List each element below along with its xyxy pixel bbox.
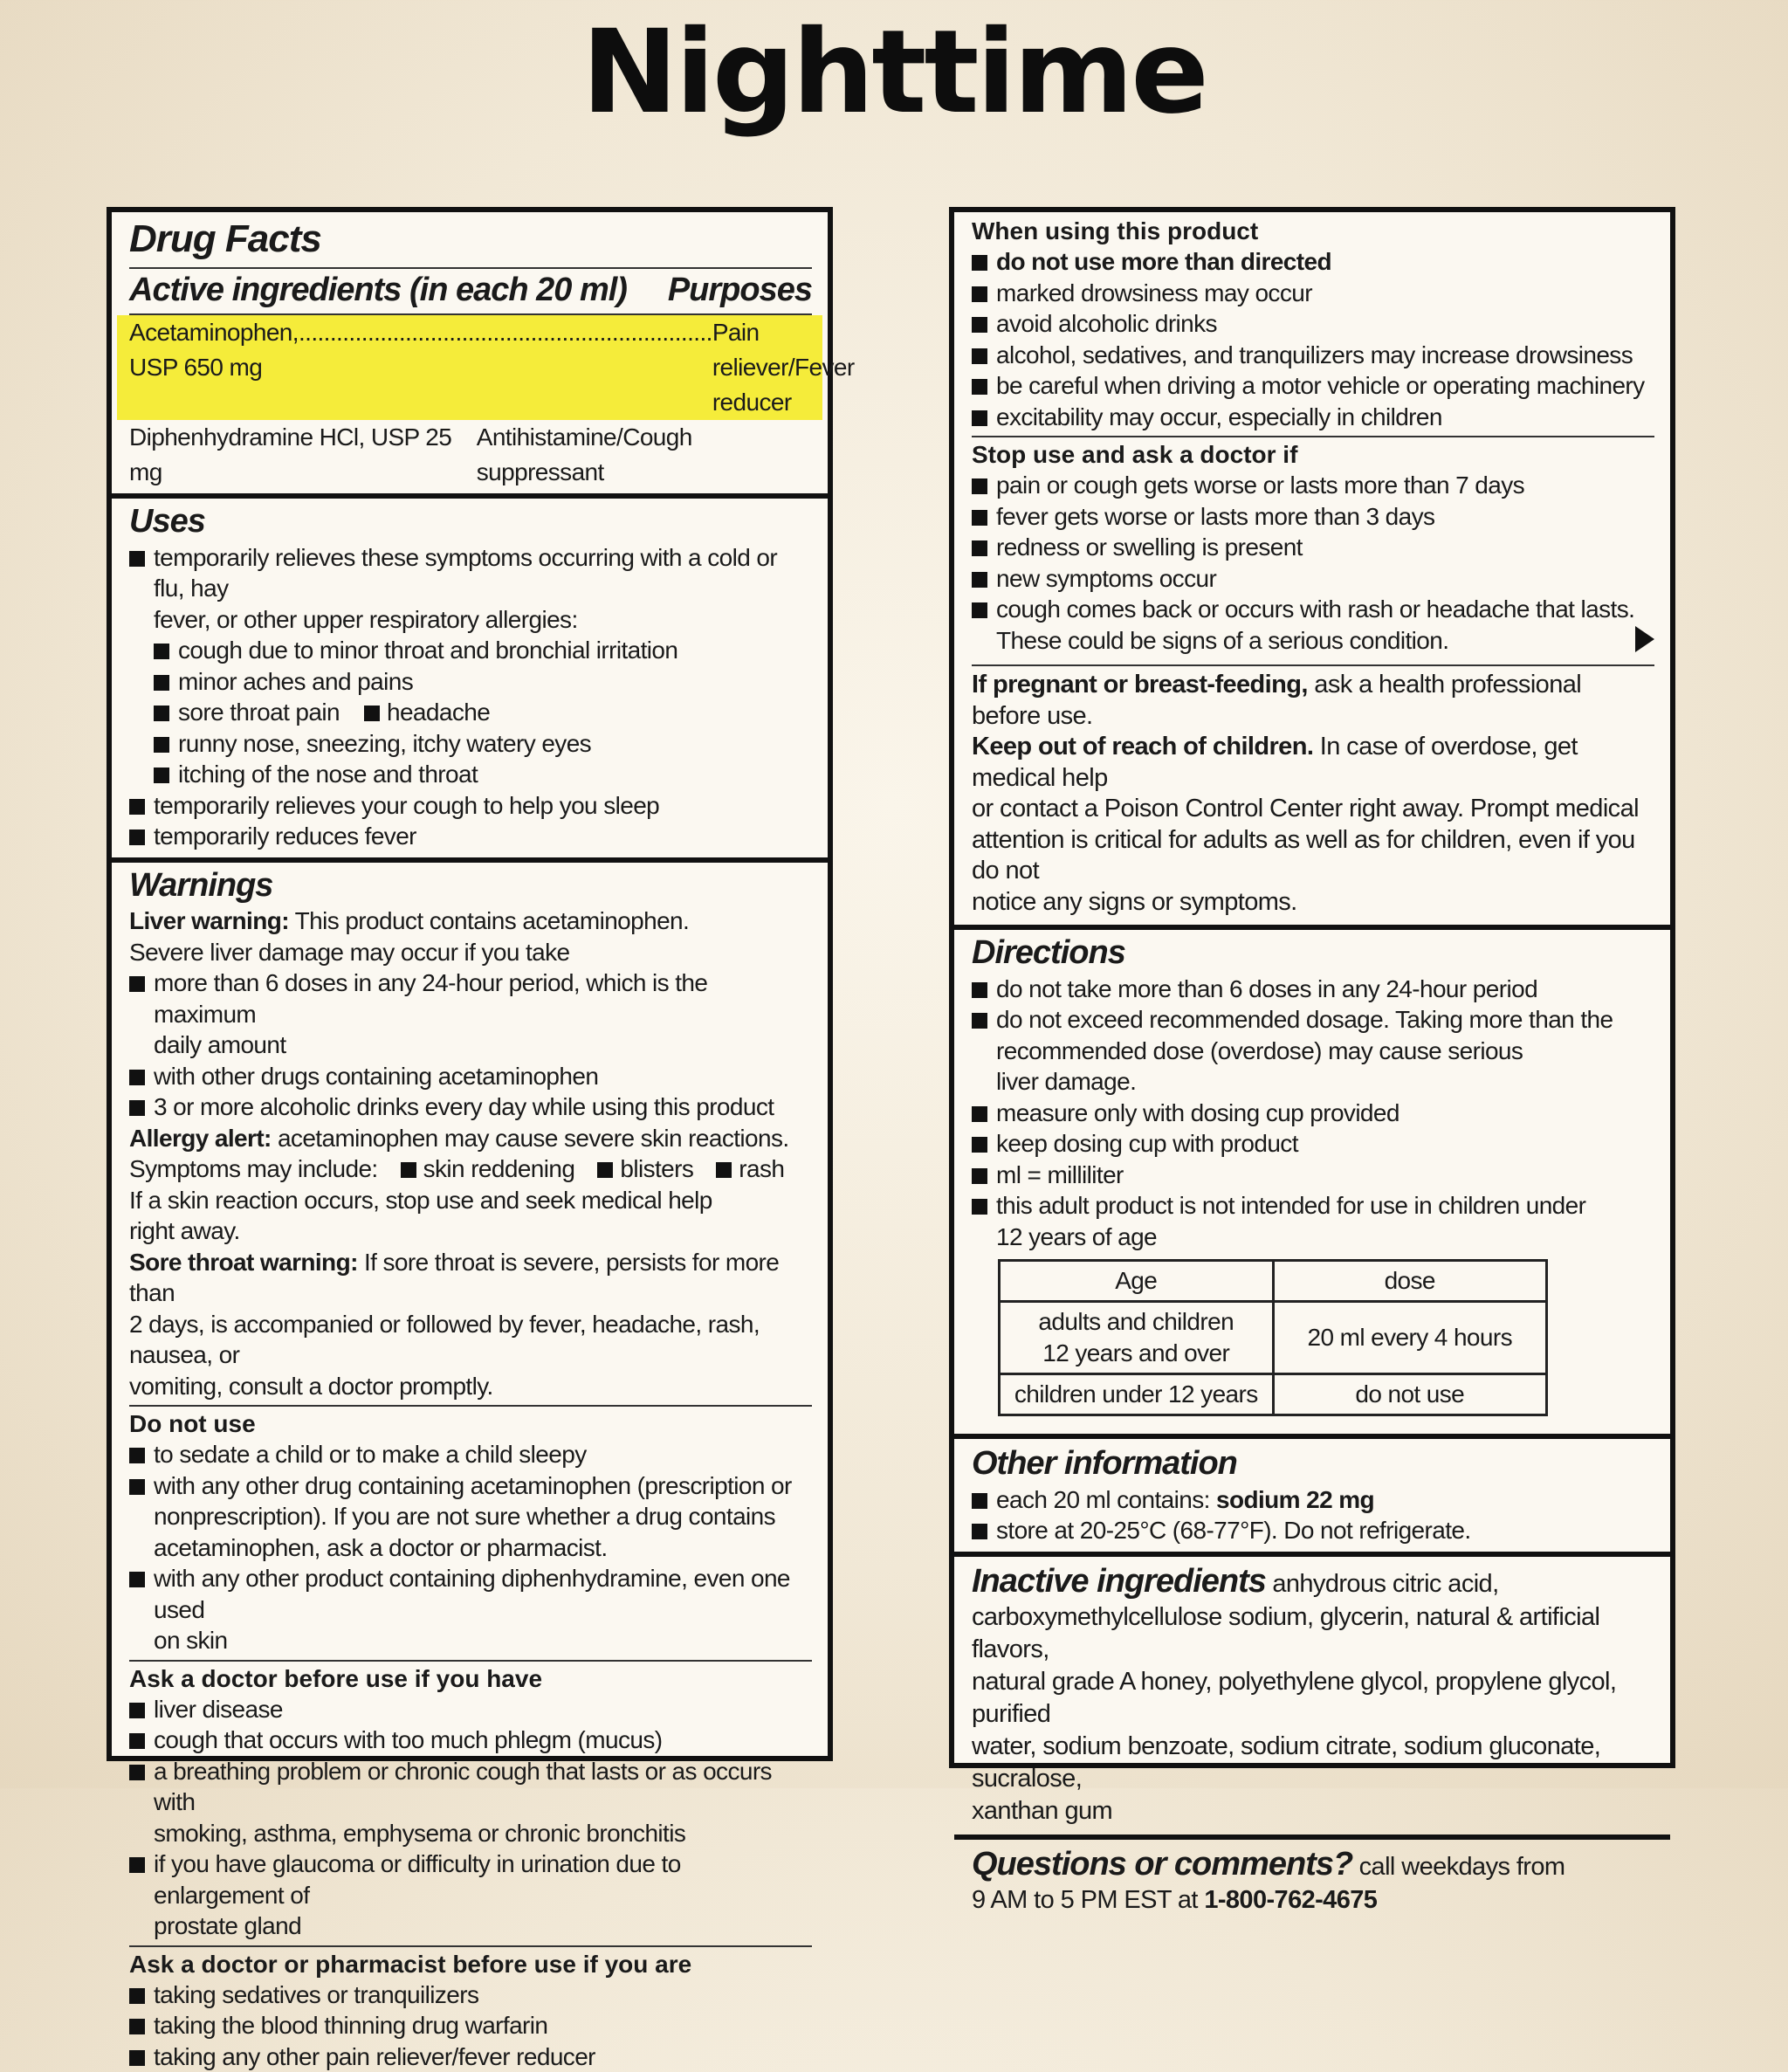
drug-facts-header: [112, 212, 855, 493]
sore-throat-text: 2 days, is accompanied or followed by fever, headache, rash, nausea, or: [129, 1310, 760, 1369]
questions-phone-line: 9 AM to 5 PM EST at 1-800-762-4675: [972, 1885, 1378, 1914]
uses-heading: Uses: [129, 503, 205, 540]
stop-use-section: [954, 437, 1670, 664]
liver-warning-text: Severe liver damage may occur if you take: [129, 938, 570, 966]
table-header-age: Age: [1000, 1261, 1274, 1302]
list-item: cough comes back or occurs with rash or headache that lasts. These could be signs of a serious condition.: [972, 594, 1654, 656]
list-item: avoid alcoholic drinks: [972, 308, 1654, 340]
questions-heading: Questions or comments?: [972, 1846, 1353, 1883]
list-item: do not take more than 6 doses in any 24-hour period: [972, 974, 1654, 1005]
list-item: taking any other pain reliever/fever reducer: [129, 2041, 812, 2072]
list-item: with any other drug containing acetaminophen (prescription or nonprescription). If you are not sure whether a drug contains acetaminophen, ask a doctor or pharmacist.: [129, 1470, 812, 1564]
list-item: ml = milliliter: [972, 1160, 1654, 1191]
inactive-ingredients-section: [954, 1552, 1670, 1835]
table-row: [1000, 1302, 1547, 1374]
keep-out-text: or contact a Poison Control Center right away. Prompt medical: [972, 795, 1639, 823]
warnings-section: [112, 857, 828, 1406]
table-row: [1000, 1261, 1547, 1302]
list-item: redness or swelling is present: [972, 532, 1654, 563]
sore-throat-warning: Sore throat warning: If sore throat is severe, persists for more than: [129, 1248, 780, 1307]
pregnancy-section: [954, 666, 1670, 925]
inactive-ingredients-text: Inactive ingredients anhydrous citric acid,: [972, 1562, 1499, 1600]
list-item: each 20 ml contains: sodium 22 mg: [972, 1484, 1654, 1516]
allergy-alert: Allergy alert: acetaminophen may cause severe skin reactions.: [129, 1124, 789, 1152]
drug-facts-heading: Drug Facts: [129, 217, 321, 260]
keep-out-text: attention is critical for adults as well as for children, even if you do not: [972, 825, 1635, 885]
warnings-heading: Warnings: [129, 866, 273, 904]
list-item: measure only with dosing cup provided: [972, 1098, 1654, 1129]
list-item: fever gets worse or lasts more than 3 days: [972, 501, 1654, 533]
list-item: this adult product is not intended for use in children under 12 years of age: [972, 1190, 1654, 1252]
list-item: do not use more than directed: [972, 246, 1654, 278]
list-item: temporarily relieves your cough to help you sleep: [129, 790, 812, 822]
list-item: minor aches and pains: [154, 666, 812, 698]
ingredient-row: Acetaminophen, USP 650 mg .................................................................. Pain reliever/Fever reducer: [117, 315, 822, 420]
list-item: do not exceed recommended dosage. Taking more than the recommended dose (overdose) may cause serious liver damage.: [972, 1004, 1654, 1098]
list-item: cough that occurs with too much phlegm (mucus): [129, 1724, 812, 1756]
list-item: with any other product containing diphenhydramine, even one used on skin: [129, 1563, 812, 1656]
list-item: runny nose, sneezing, itchy watery eyes: [154, 728, 812, 760]
phone-number: 1-800-762-4675: [1204, 1885, 1378, 1914]
uses-section: [112, 493, 828, 857]
list-item: taking the blood thinning drug warfarin: [129, 2010, 812, 2041]
continue-arrow-icon: [1635, 626, 1654, 652]
other-info-section: [954, 1434, 1670, 1552]
ingredient-purpose: Antihistamine/Cough suppressant: [476, 423, 692, 486]
drug-facts-left-panel: [107, 207, 855, 2070]
list-item: if you have glaucoma or difficulty in urination due to enlargement of prostate gland: [129, 1848, 812, 1942]
inactive-ingredients-text: natural grade A honey, polyethylene glycol, propylene glycol, purified: [972, 1668, 1617, 1729]
inactive-ingredients-text: xanthan gum: [972, 1797, 1113, 1826]
ingredient-name: Diphenhydramine HCl, USP 25 mg: [129, 423, 452, 486]
allergy-symptoms: Symptoms may include: skin reddening blisters rash: [129, 1155, 785, 1183]
list-item: itching of the nose and throat: [154, 759, 812, 790]
directions-section: [954, 925, 1670, 1434]
keep-out-text: notice any signs or symptoms.: [972, 887, 1297, 916]
skin-reaction-text: right away.: [129, 1217, 240, 1245]
dosage-table: [998, 1259, 1548, 1416]
list-item: alcohol, sedatives, and tranquilizers may increase drowsiness: [972, 340, 1654, 371]
liver-warning: Liver warning: This product contains acetaminophen.: [129, 907, 690, 935]
list-item: be careful when driving a motor vehicle or operating machinery: [972, 370, 1654, 402]
purposes-heading: Purposes: [667, 271, 812, 308]
inactive-ingredients-text: water, sodium benzoate, sodium citrate, sodium gluconate, sucralose,: [972, 1732, 1601, 1793]
directions-heading: Directions: [972, 934, 1125, 971]
list-item: sore throat pain headache: [154, 697, 812, 728]
ingredient-row: [129, 420, 812, 493]
drug-facts-right-panel: [949, 207, 1675, 1914]
table-header-dose: dose: [1273, 1261, 1547, 1302]
ingredient-name: Acetaminophen, USP 650 mg: [129, 319, 299, 382]
inactive-ingredients-text: carboxymethylcellulose sodium, glycerin, natural & artificial flavors,: [972, 1603, 1600, 1664]
list-item: taking sedatives or tranquilizers: [129, 1979, 812, 2011]
list-item: marked drowsiness may occur: [972, 278, 1654, 309]
list-item: store at 20-25°C (68-77°F). Do not refrigerate.: [972, 1515, 1654, 1546]
list-item: keep dosing cup with product: [972, 1128, 1654, 1160]
ask-pharmacist-section: [112, 1947, 828, 2072]
list-item: temporarily relieves these symptoms occurring with a cold or flu, hay fever, or other upper respiratory allergies:: [129, 542, 812, 636]
stop-use-heading: Stop use and ask a doctor if: [972, 441, 1298, 468]
when-using-heading: When using this product: [972, 217, 1259, 244]
skin-reaction-text: If a skin reaction occurs, stop use and seek medical help: [129, 1186, 712, 1214]
questions-section: [954, 1835, 1670, 1916]
do-not-use-section: [112, 1407, 828, 1660]
list-item: excitability may occur, especially in children: [972, 402, 1654, 433]
table-cell: adults and children 12 years and over: [1000, 1302, 1274, 1374]
sore-throat-text: vomiting, consult a doctor promptly.: [129, 1372, 493, 1400]
page-title: Nighttime: [581, 5, 1207, 140]
active-ingredients-heading: Active ingredients (in each 20 ml): [129, 271, 627, 308]
table-cell: do not use: [1273, 1374, 1547, 1415]
table-cell: 20 ml every 4 hours: [1273, 1302, 1547, 1374]
questions-text: Questions or comments? call weekdays from: [972, 1846, 1565, 1883]
do-not-use-heading: Do not use: [129, 1410, 256, 1438]
list-item: temporarily reduces fever: [129, 821, 812, 852]
inactive-ingredients-heading: Inactive ingredients: [972, 1562, 1266, 1600]
ingredient-purpose: Pain reliever/Fever reducer: [712, 319, 855, 416]
list-item: liver disease: [129, 1694, 812, 1725]
list-item: with other drugs containing acetaminophen: [129, 1061, 812, 1092]
ask-doctor-section: [112, 1662, 828, 1945]
table-cell: children under 12 years: [1000, 1374, 1274, 1415]
when-using-section: [954, 212, 1670, 436]
list-item: more than 6 doses in any 24-hour period, which is the maximum daily amount: [129, 967, 812, 1061]
list-item: new symptoms occur: [972, 563, 1654, 595]
table-row: [1000, 1374, 1547, 1415]
list-item: 3 or more alcoholic drinks every day while using this product: [129, 1091, 812, 1123]
keep-out-warning: Keep out of reach of children. In case of overdose, get medical help: [972, 733, 1578, 792]
list-item: a breathing problem or chronic cough that lasts or as occurs with smoking, asthma, emphysema or chronic bronchitis: [129, 1756, 812, 1849]
ask-pharmacist-heading: Ask a doctor or pharmacist before use if you are: [129, 1950, 692, 1978]
list-item: cough due to minor throat and bronchial irritation: [154, 635, 812, 666]
other-info-heading: Other information: [972, 1445, 1237, 1483]
list-item: pain or cough gets worse or lasts more than 7 days: [972, 470, 1654, 501]
list-item: to sedate a child or to make a child sleepy: [129, 1439, 812, 1470]
pregnancy-warning: If pregnant or breast-feeding, ask a health professional before use.: [972, 671, 1582, 730]
ask-doctor-heading: Ask a doctor before use if you have: [129, 1664, 543, 1692]
